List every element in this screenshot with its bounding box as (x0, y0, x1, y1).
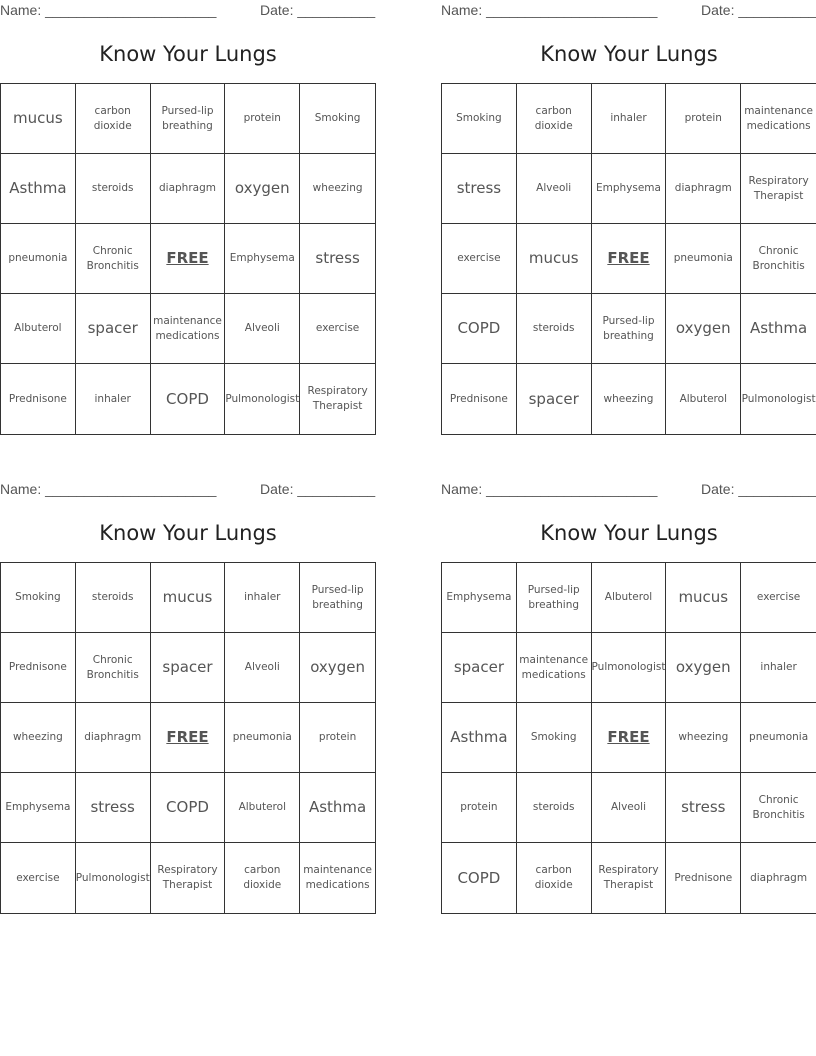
bingo-cell: Emphysema (592, 154, 667, 224)
free-space-cell: FREE (592, 703, 667, 773)
bingo-cell: mucus (151, 563, 226, 633)
bingo-cell: carbon dioxide (76, 84, 151, 154)
bingo-cell: COPD (442, 843, 517, 913)
bingo-cell: exercise (442, 224, 517, 294)
bingo-cell: stress (300, 224, 375, 294)
bingo-cell: Respiratory Therapist (592, 843, 667, 913)
bingo-grid (0, 83, 376, 435)
bingo-grid (441, 562, 816, 914)
bingo-cell: maintenance medications (517, 633, 592, 703)
bingo-cell: Prednisone (442, 364, 517, 434)
bingo-cell: Alveoli (225, 294, 300, 364)
bingo-cell: Smoking (442, 84, 517, 154)
bingo-cell: stress (442, 154, 517, 224)
bingo-cell: Pulmonologist (741, 392, 816, 405)
date-field-label: Date: __________ (701, 2, 816, 18)
bingo-grid (0, 562, 376, 914)
bingo-cell: Albuterol (592, 563, 667, 633)
bingo-cell: exercise (300, 294, 375, 364)
bingo-cell: steroids (76, 154, 151, 224)
bingo-cell: COPD (442, 294, 517, 364)
bingo-cell: Albuterol (666, 364, 741, 434)
bingo-cell: Pursed-lip breathing (300, 563, 375, 633)
bingo-cell: steroids (517, 773, 592, 843)
bingo-cell: inhaler (76, 364, 151, 434)
bingo-cell: spacer (151, 633, 226, 703)
date-field-label: Date: __________ (701, 481, 816, 497)
bingo-cell: Emphysema (442, 563, 517, 633)
date-field-label: Date: __________ (260, 2, 376, 18)
name-field-label: Name: ______________________ (441, 481, 658, 497)
bingo-cell: Pulmonologist (225, 364, 300, 434)
free-space-cell: FREE (151, 224, 226, 294)
bingo-cell: maintenance medications (151, 294, 226, 364)
bingo-cell: wheezing (1, 703, 76, 773)
bingo-cell: protein (225, 84, 300, 154)
bingo-cell: Emphysema (1, 773, 76, 843)
bingo-cell: steroids (76, 563, 151, 633)
bingo-cell: carbon dioxide (517, 843, 592, 913)
bingo-cell: Albuterol (225, 773, 300, 843)
bingo-cell: Asthma (1, 154, 76, 224)
bingo-cell: Albuterol (1, 294, 76, 364)
bingo-cell: Pursed-lip breathing (517, 563, 592, 633)
bingo-cell: mucus (517, 224, 592, 294)
bingo-cell: steroids (517, 294, 592, 364)
bingo-cell: maintenance medications (741, 84, 816, 154)
name-field-label: Name: ______________________ (0, 2, 217, 18)
bingo-cell: oxygen (666, 633, 741, 703)
bingo-cell: diaphragm (750, 871, 808, 884)
bingo-cell: stress (666, 773, 741, 843)
bingo-cell: Prednisone (1, 633, 76, 703)
bingo-cell: Smoking (300, 84, 375, 154)
bingo-cell: Respiratory Therapist (151, 843, 226, 913)
bingo-cell: protein (442, 773, 517, 843)
bingo-cell: maintenance medications (303, 864, 372, 891)
bingo-cell: Respiratory Therapist (307, 385, 368, 412)
bingo-cell: protein (666, 84, 741, 154)
bingo-cell: exercise (1, 843, 76, 913)
free-space-cell: FREE (151, 703, 226, 773)
card-title: Know Your Lungs (540, 42, 718, 66)
bingo-cell: spacer (517, 364, 592, 434)
bingo-cell: wheezing (592, 364, 667, 434)
bingo-cell: Respiratory Therapist (741, 154, 816, 224)
bingo-cell: Chronic Bronchitis (76, 224, 151, 294)
bingo-cell: oxygen (225, 154, 300, 224)
bingo-cell: Alveoli (517, 154, 592, 224)
bingo-cell: Pulmonologist (592, 633, 667, 703)
bingo-cell: oxygen (666, 294, 741, 364)
bingo-cell: spacer (442, 633, 517, 703)
bingo-cell: wheezing (666, 703, 741, 773)
bingo-cell: diaphragm (76, 703, 151, 773)
bingo-cell: COPD (151, 773, 226, 843)
card-title: Know Your Lungs (540, 521, 718, 545)
bingo-cell: Alveoli (225, 633, 300, 703)
bingo-cell: mucus (1, 84, 76, 154)
bingo-cell: Pursed-lip breathing (592, 294, 667, 364)
bingo-cell: exercise (741, 563, 816, 633)
bingo-cell: Smoking (517, 703, 592, 773)
bingo-cell: Chronic Bronchitis (741, 224, 816, 294)
bingo-cell: inhaler (225, 563, 300, 633)
bingo-cell: mucus (666, 563, 741, 633)
bingo-cell: Emphysema (225, 224, 300, 294)
bingo-cell: oxygen (300, 633, 375, 703)
name-date-line (441, 2, 816, 20)
bingo-cell: Prednisone (1, 364, 76, 434)
bingo-cell: Asthma (741, 294, 816, 364)
bingo-cell: protein (300, 703, 375, 773)
card-title: Know Your Lungs (99, 42, 277, 66)
bingo-cell: diaphragm (151, 154, 226, 224)
bingo-cell: Asthma (300, 773, 375, 843)
bingo-cell: Asthma (442, 703, 517, 773)
bingo-cell: diaphragm (666, 154, 741, 224)
date-field-label: Date: __________ (260, 481, 376, 497)
bingo-cell: Prednisone (666, 843, 741, 913)
name-field-label: Name: ______________________ (441, 2, 658, 18)
card-title: Know Your Lungs (99, 521, 277, 545)
bingo-cell: Pursed-lip breathing (151, 84, 226, 154)
bingo-cell: wheezing (300, 154, 375, 224)
bingo-cell: pneumonia (1, 224, 76, 294)
bingo-cell: Chronic Bronchitis (741, 773, 816, 843)
free-space-cell: FREE (592, 224, 667, 294)
name-field-label: Name: ______________________ (0, 481, 217, 497)
bingo-cell: Pulmonologist (76, 843, 151, 913)
bingo-cell: Alveoli (592, 773, 667, 843)
bingo-cell: pneumonia (225, 703, 300, 773)
bingo-grid (441, 83, 816, 435)
bingo-cell: inhaler (592, 84, 667, 154)
bingo-cell: stress (76, 773, 151, 843)
bingo-cell: carbon dioxide (517, 84, 592, 154)
name-date-line (441, 481, 816, 499)
bingo-cell: carbon dioxide (225, 843, 300, 913)
name-date-line (0, 481, 376, 499)
bingo-cell: pneumonia (741, 703, 816, 773)
bingo-cell: pneumonia (666, 224, 741, 294)
bingo-cell: spacer (76, 294, 151, 364)
name-date-line (0, 2, 376, 20)
bingo-cell: Chronic Bronchitis (76, 633, 151, 703)
bingo-cell: COPD (151, 364, 226, 434)
bingo-cell: Smoking (1, 563, 76, 633)
bingo-cell: inhaler (741, 633, 816, 703)
